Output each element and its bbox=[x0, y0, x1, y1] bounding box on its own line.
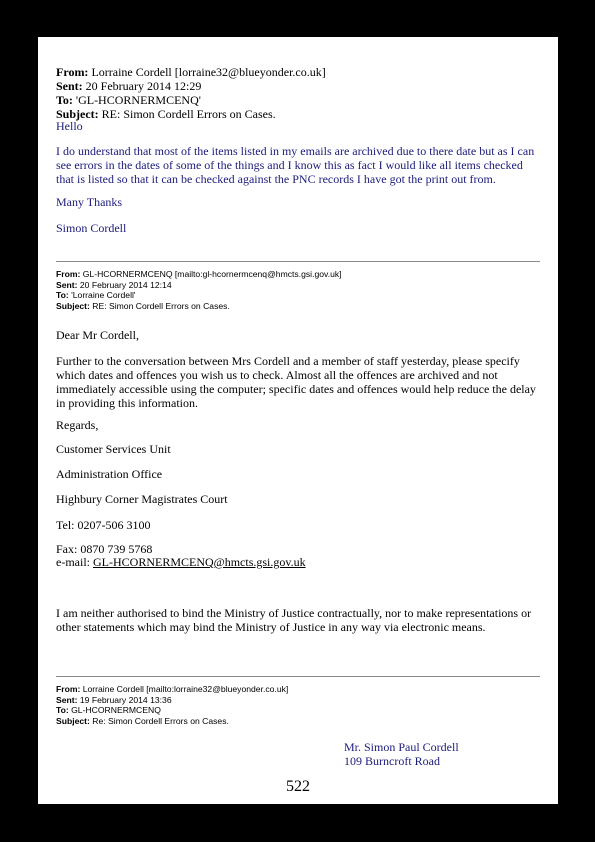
email1-greeting: Hello bbox=[56, 119, 83, 133]
email2-fax: Fax: 0870 739 5768 bbox=[56, 542, 153, 556]
sent-value: 20 February 2014 12:14 bbox=[79, 279, 172, 290]
email2-header bbox=[56, 269, 342, 311]
email-label: e-mail: bbox=[56, 555, 93, 569]
to-label: To: bbox=[56, 290, 69, 301]
email2-disclaimer: I am neither authorised to bind the Ministry of Justice contractually, nor to make representations or other statements which may bind the Ministry of Justice in any way via electronic means. bbox=[56, 606, 532, 634]
subject-label: Subject: bbox=[56, 715, 90, 726]
to-value: 'Lorraine Cordell' bbox=[71, 290, 136, 301]
sent-value: 20 February 2014 12:29 bbox=[85, 79, 202, 93]
separator-rule bbox=[56, 676, 540, 677]
separator-rule bbox=[56, 261, 540, 262]
document-page bbox=[38, 37, 558, 804]
email2-regards: Regards, bbox=[56, 418, 99, 432]
from-value: Lorraine Cordell [lorraine32@blueyonder.co.uk] bbox=[91, 65, 326, 79]
email2-tel: Tel: 0207-506 3100 bbox=[56, 518, 151, 532]
email3-header bbox=[56, 684, 288, 726]
sent-label: Sent: bbox=[56, 79, 83, 93]
email1-signature: Simon Cordell bbox=[56, 221, 127, 235]
email2-office: Administration Office bbox=[56, 467, 163, 481]
from-value: Lorraine Cordell [mailto:lorraine32@blueyonder.co.uk] bbox=[82, 684, 289, 694]
email2-court: Highbury Corner Magistrates Court bbox=[56, 492, 228, 506]
email2-salutation: Dear Mr Cordell, bbox=[56, 328, 139, 342]
to-label: To: bbox=[56, 705, 69, 716]
email2-email-line bbox=[56, 555, 306, 569]
email1-header bbox=[56, 65, 326, 121]
to-value: GL-HCORNERMCENQ bbox=[71, 705, 161, 716]
subject-label: Subject: bbox=[56, 107, 99, 121]
email-link[interactable]: GL-HCORNERMCENQ@hmcts.gsi.gov.uk bbox=[92, 555, 306, 569]
sent-label: Sent: bbox=[56, 279, 78, 290]
subject-value: Re: Simon Cordell Errors on Cases. bbox=[92, 715, 229, 726]
subject-label: Subject: bbox=[56, 300, 90, 311]
email3-name: Mr. Simon Paul Cordell bbox=[344, 740, 459, 754]
subject-value: RE: Simon Cordell Errors on Cases. bbox=[101, 107, 276, 121]
email1-body: I do understand that most of the items listed in my emails are archived due to there date but as I can see errors in the dates of some of the things and I know this as fact I would like all items checked that is listed so that it can be checked against the PNC records I have got the print out from. bbox=[56, 144, 535, 186]
to-value: 'GL-HCORNERMCENQ' bbox=[75, 93, 201, 107]
email2-unit: Customer Services Unit bbox=[56, 442, 171, 456]
from-label: From: bbox=[56, 65, 89, 79]
page-number: 522 bbox=[286, 778, 310, 795]
subject-value: RE: Simon Cordell Errors on Cases. bbox=[92, 300, 230, 311]
to-label: To: bbox=[56, 93, 73, 107]
from-label: From: bbox=[56, 269, 81, 279]
email3-address: 109 Burncroft Road bbox=[344, 754, 440, 768]
from-label: From: bbox=[56, 684, 81, 694]
sent-value: 19 February 2014 13:36 bbox=[79, 694, 172, 705]
email1-thanks: Many Thanks bbox=[56, 195, 123, 209]
from-value: GL-HCORNERMCENQ [mailto:gl-hcornermcenq@hmcts.gsi.gov.uk] bbox=[82, 269, 342, 279]
email2-body: Further to the conversation between Mrs Cordell and a member of staff yesterday, please specify which dates and offences you wish us to check. Almost all the offences are archived and not immediately accessible using the computer; specific dates and offences would help reduce the delay in providing this information. bbox=[56, 354, 536, 410]
sent-label: Sent: bbox=[56, 694, 78, 705]
